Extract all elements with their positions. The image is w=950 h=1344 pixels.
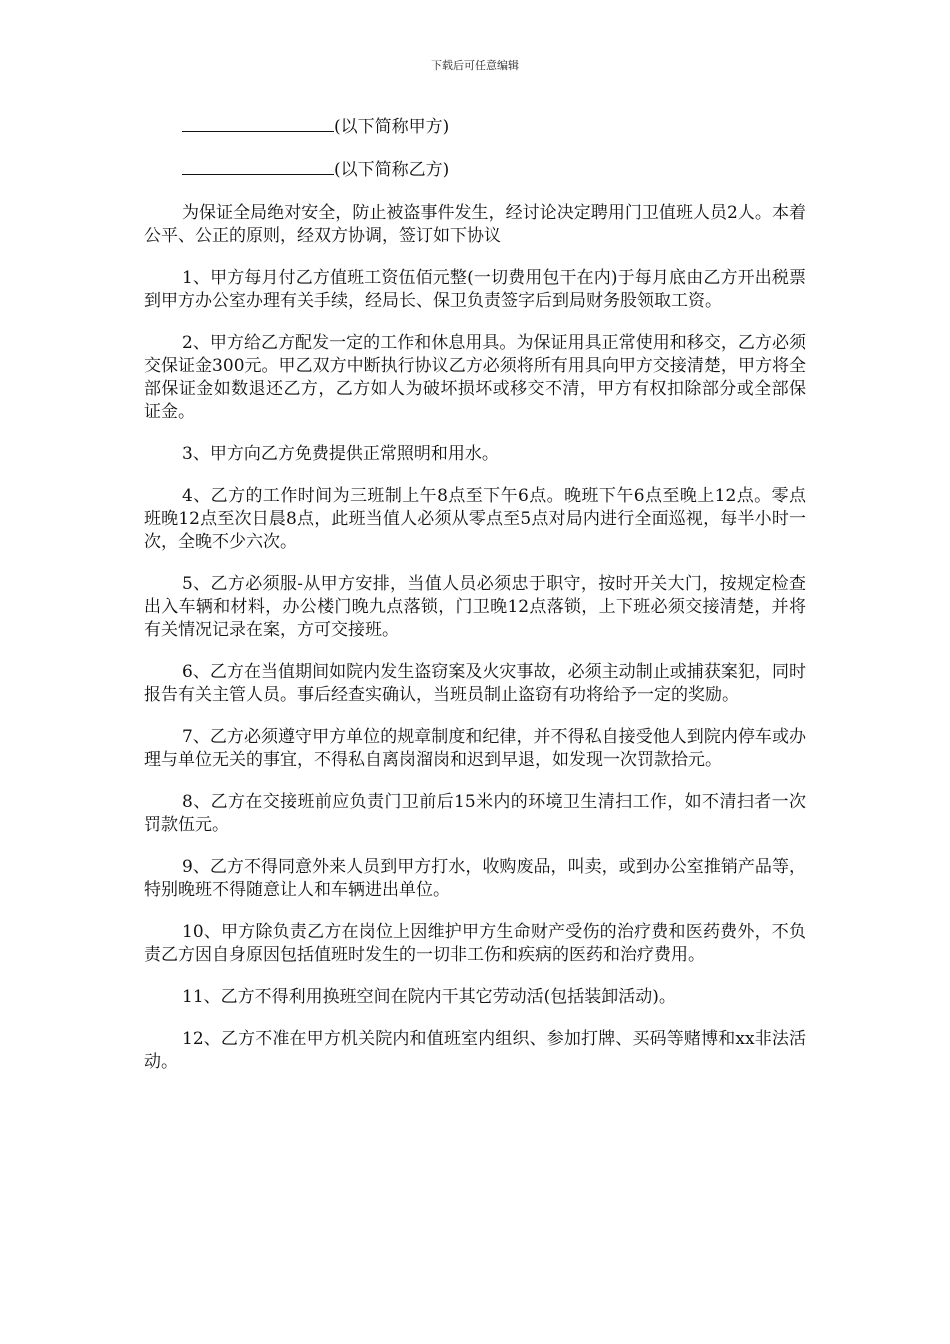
clause-1: 1、甲方每月付乙方值班工资伍佰元整(一切费用包干在内)于每月底由乙方开出税票到甲方办公室办理有关手续，经局长、保卫负责签字后到局财务股领取工资。 [144,268,806,311]
clause-2: 2、甲方给乙方配发一定的工作和休息用具。为保证用具正常使用和移交，乙方必须交保证金300元。甲乙双方中断执行协议乙方必须将所有用具向甲方交接清楚，甲方将全部保证金如数退还乙方，乙方如人为破坏损坏或移交不清，甲方有权扣除部分或全部保证金。 [144,333,806,422]
clause-5: 5、乙方必须服-从甲方安排，当值人员必须忠于职守，按时开关大门，按规定检查出入车辆和材料，办公楼门晚九点落锁，门卫晚12点落锁，上下班必须交接清楚，并将有关情况记录在案，方可交接班。 [144,574,806,640]
intro-paragraph: 为保证全局绝对安全，防止被盗事件发生，经讨论决定聘用门卫值班人员2人。本着公平、公正的原则，经双方协调，签订如下协议 [144,203,806,246]
contract-body [144,116,806,1093]
page-header: 下载后可任意编辑 [431,59,519,72]
party-a-blank [182,117,334,132]
clause-9: 9、乙方不得同意外来人员到甲方打水，收购废品，叫卖，或到办公室推销产品等，特别晚班不得随意让人和车辆进出单位。 [144,857,806,900]
clause-11: 11、乙方不得利用换班空间在院内干其它劳动活(包括装卸活动)。 [182,987,676,1007]
party-b-line [144,159,806,182]
clause-12: 12、乙方不准在甲方机关院内和值班室内组织、参加打牌、买码等赌博和xx非法活动。 [144,1029,806,1072]
party-b-label: (以下简称乙方) [334,160,450,180]
clause-8: 8、乙方在交接班前应负责门卫前后15米内的环境卫生清扫工作，如不清扫者一次罚款伍元。 [144,792,806,835]
clause-3: 3、甲方向乙方免费提供正常照明和用水。 [182,444,499,464]
clause-7: 7、乙方必须遵守甲方单位的规章制度和纪律，并不得私自接受他人到院内停车或办理与单位无关的事宜，不得私自离岗溜岗和迟到早退，如发现一次罚款拾元。 [144,727,806,770]
clause-10: 10、甲方除负责乙方在岗位上因维护甲方生命财产受伤的治疗费和医药费外，不负责乙方因自身原因包括值班时发生的一切非工伤和疾病的医药和治疗费用。 [144,922,806,965]
clause-6: 6、乙方在当值期间如院内发生盗窃案及火灾事故，必须主动制止或捕获案犯，同时报告有关主管人员。事后经查实确认，当班员制止盗窃有功将给予一定的奖励。 [144,662,806,705]
clause-4: 4、乙方的工作时间为三班制上午8点至下午6点。晚班下午6点至晚上12点。零点班晚12点至次日晨8点，此班当值人必须从零点至5点对局内进行全面巡视，每半小时一次，全晚不少六次。 [144,486,806,552]
party-b-blank [182,160,334,175]
party-a-label: (以下简称甲方) [334,117,450,137]
party-a-line [144,116,806,139]
